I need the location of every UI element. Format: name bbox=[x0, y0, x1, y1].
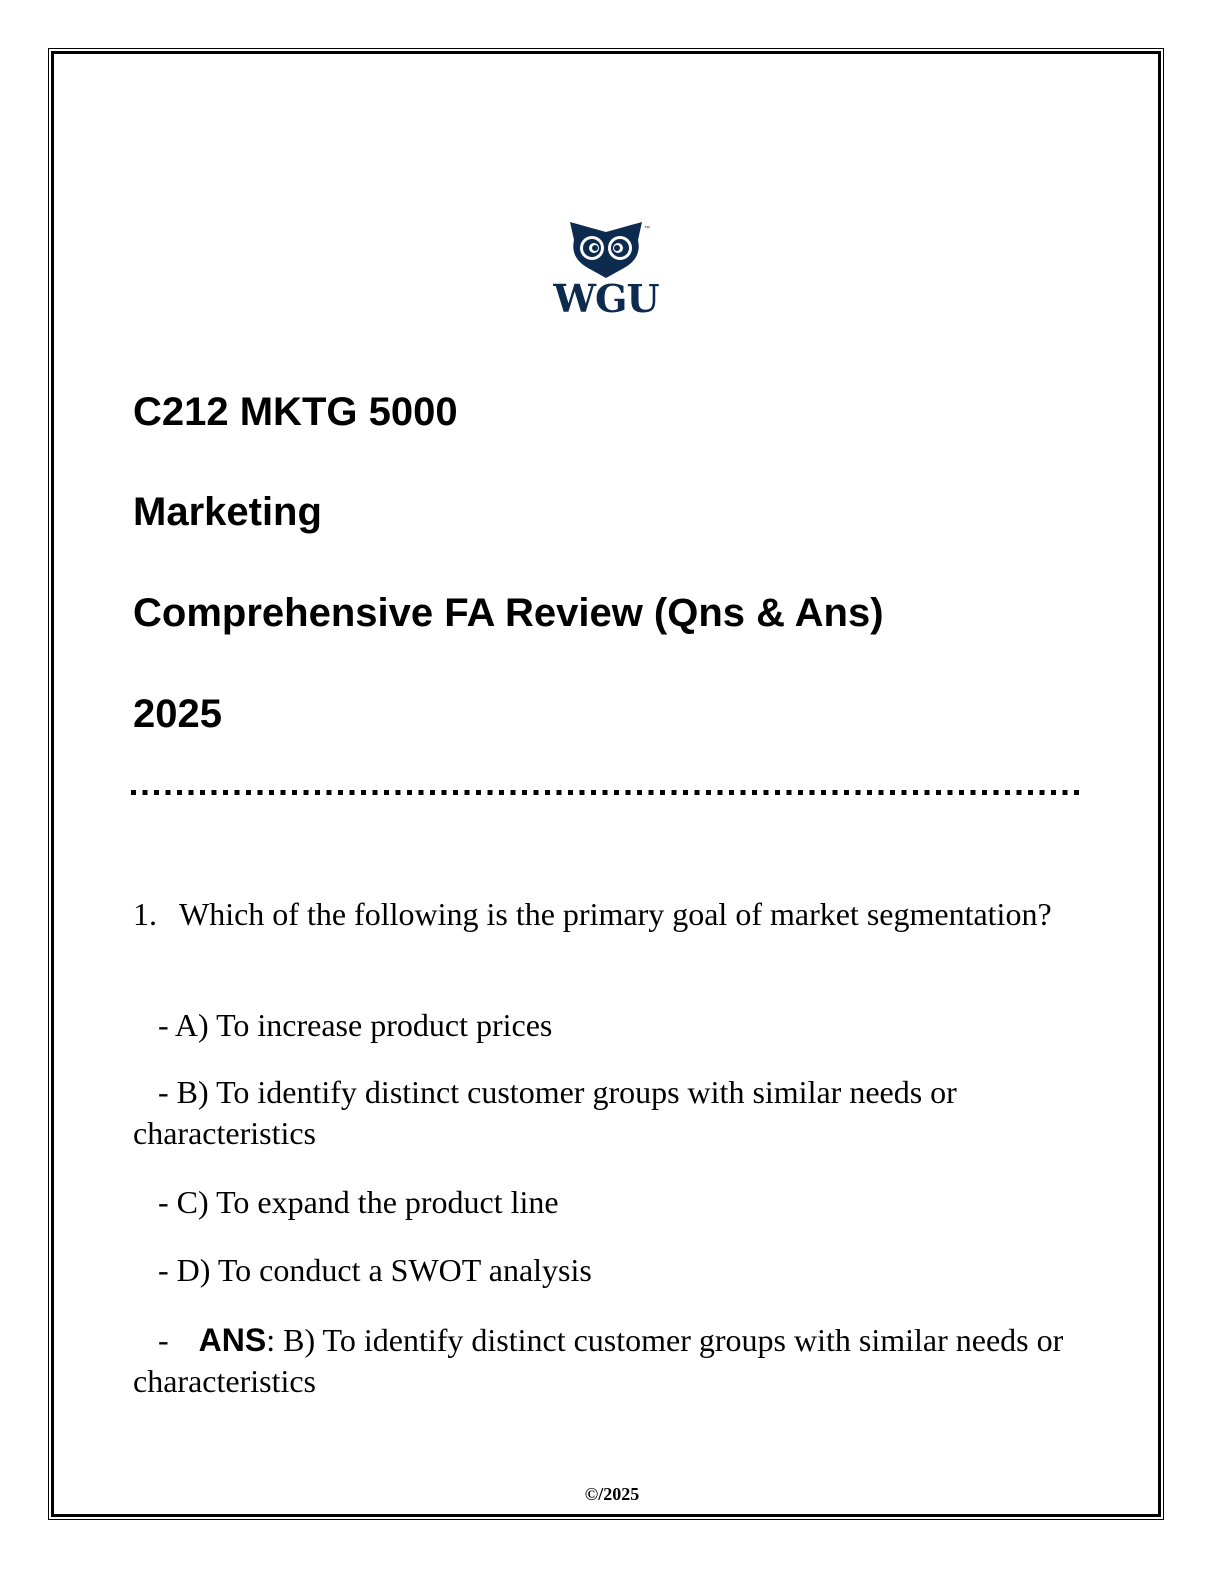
course-subject: Marketing bbox=[133, 490, 322, 534]
question-1 bbox=[133, 894, 1073, 935]
course-code: C212 MKTG 5000 bbox=[133, 390, 458, 434]
answer-label: ANS bbox=[198, 1322, 267, 1358]
dotted-divider bbox=[131, 790, 1084, 795]
option-a: - A) To increase product prices bbox=[158, 1007, 553, 1043]
question-number: 1. bbox=[133, 896, 157, 932]
owl-icon bbox=[548, 218, 664, 278]
document-title: Comprehensive FA Review (Qns & Ans) bbox=[133, 591, 884, 635]
answer: - ANS: B) To identify distinct customer groups with similar needs or characteristics bbox=[133, 1322, 1064, 1399]
option-b: - B) To identify distinct customer groups with similar needs or characteristics bbox=[133, 1074, 957, 1151]
wgu-logo bbox=[548, 218, 664, 321]
option-c: - C) To expand the product line bbox=[158, 1184, 559, 1220]
logo-wordmark: WGU bbox=[553, 276, 659, 321]
document-year: 2025 bbox=[133, 692, 222, 736]
question-text: Which of the following is the primary goal of market segmentation? bbox=[179, 896, 1052, 932]
svg-text:™: ™ bbox=[644, 226, 650, 232]
footer-copyright: ©/2025 bbox=[584, 1484, 640, 1504]
answer-text: : B) To identify distinct customer groups with similar needs or characteristics bbox=[133, 1322, 1064, 1399]
option-d: - D) To conduct a SWOT analysis bbox=[158, 1252, 592, 1288]
